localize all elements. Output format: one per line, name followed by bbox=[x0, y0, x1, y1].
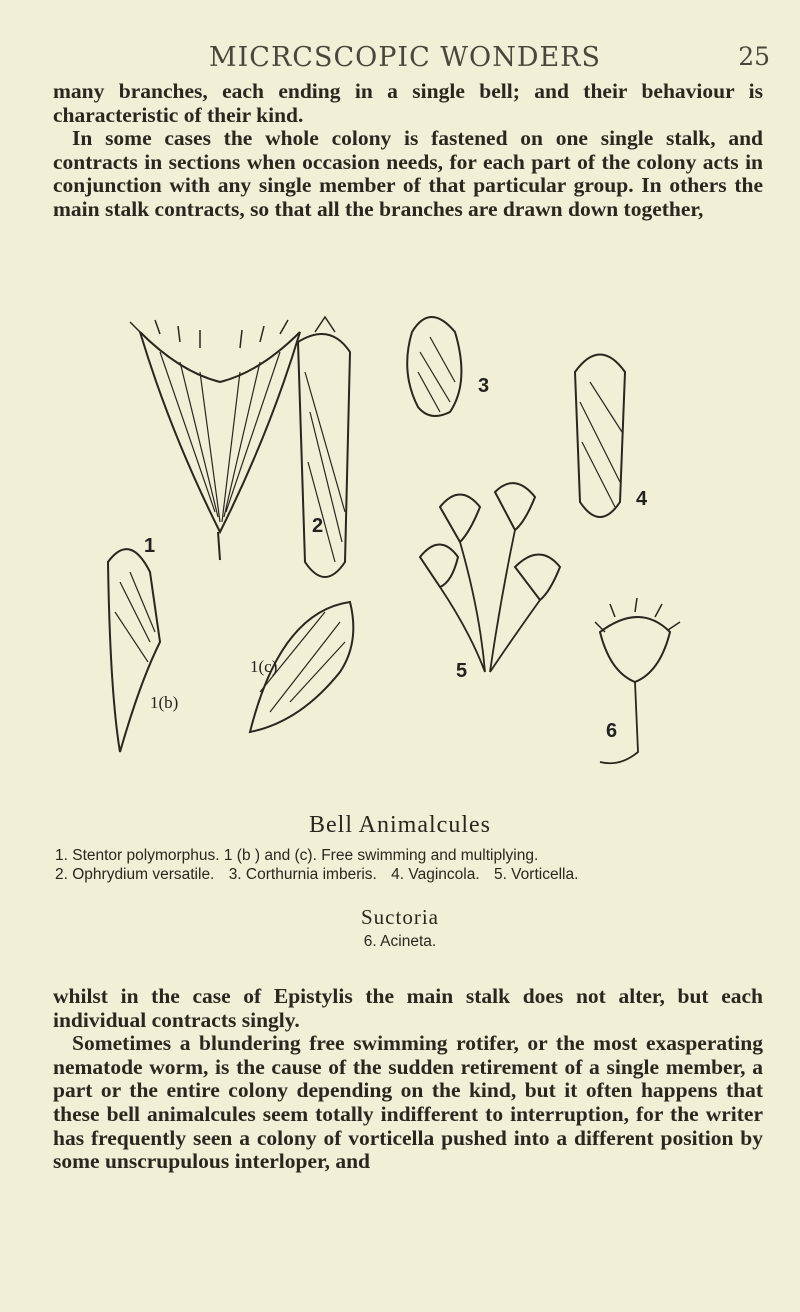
ophrydium-illustration bbox=[298, 317, 350, 577]
paragraph-continuation: many branches, each ending in a single bell; and their behaviour is characteristic of their kind. bbox=[53, 79, 763, 127]
legend-item: 3. Corthurnia imberis. bbox=[228, 866, 377, 883]
running-head-title: MICRCSCOPIC WONDERS bbox=[208, 42, 602, 73]
figure-label-1: 1 bbox=[144, 535, 156, 557]
figure-label-1c: 1(c) bbox=[250, 657, 278, 676]
paragraph: Sometimes a blundering free swimming rotifer, or the most exasperating nematode worm, is the cause of the sudden retirement of a single member, a part or the entire colony depending on the kind, but it often happens that these bell animalcules seem totally indifferent to interruption, for the writer has frequently seen a colony of vorticella pushed into a different position by some unscrupulous interloper, and bbox=[53, 1031, 763, 1174]
vaginicola-illustration bbox=[575, 355, 625, 518]
figure-label-5: 5 bbox=[456, 660, 468, 682]
paragraph-top bbox=[53, 80, 763, 222]
legend-item: 2. Ophrydium versatile. bbox=[55, 866, 215, 883]
figure-subtitle: Suctoria bbox=[361, 905, 439, 929]
page-number: 25 bbox=[738, 42, 770, 71]
bell-animalcules-figure bbox=[100, 312, 720, 792]
stentor-illustration bbox=[130, 320, 300, 560]
figure-label-4: 4 bbox=[636, 488, 648, 510]
figure-legend-line-1 bbox=[55, 847, 765, 865]
paragraph-bottom bbox=[53, 985, 763, 1174]
figure-label-3: 3 bbox=[478, 375, 490, 397]
paragraph-continuation: whilst in the case of Epistylis the main stalk does not alter, but each individual contracts singly. bbox=[53, 984, 763, 1032]
figure-label-6: 6 bbox=[606, 720, 618, 742]
figure-label-1b: 1(b) bbox=[150, 693, 179, 712]
figure-legend-line-2 bbox=[55, 866, 765, 884]
figure-label-2: 2 bbox=[312, 515, 324, 537]
legend-item: 4. Vagincola. bbox=[391, 866, 480, 883]
vorticella-illustration bbox=[420, 483, 560, 672]
paragraph: In some cases the whole colony is fastened on one single stalk, and contracts in sections when occasion needs, for each part of the colony acts in conjunction with any single member of that particular group. In others the main stalk contracts, so that all the branches are drawn down together, bbox=[53, 126, 763, 221]
cothurnia-illustration bbox=[407, 317, 461, 416]
figure-title: Bell Animalcules bbox=[309, 812, 491, 838]
stentor-b-illustration bbox=[108, 549, 160, 752]
legend-item: 1. Stentor polymorphus. 1 (b ) and (c). Free swimming and multiplying. bbox=[55, 847, 539, 864]
running-head bbox=[40, 42, 770, 78]
figure-illustration bbox=[100, 312, 720, 792]
legend-item: 5. Vorticella. bbox=[493, 866, 579, 883]
figure-subtitle-item: 6. Acineta. bbox=[363, 933, 437, 950]
